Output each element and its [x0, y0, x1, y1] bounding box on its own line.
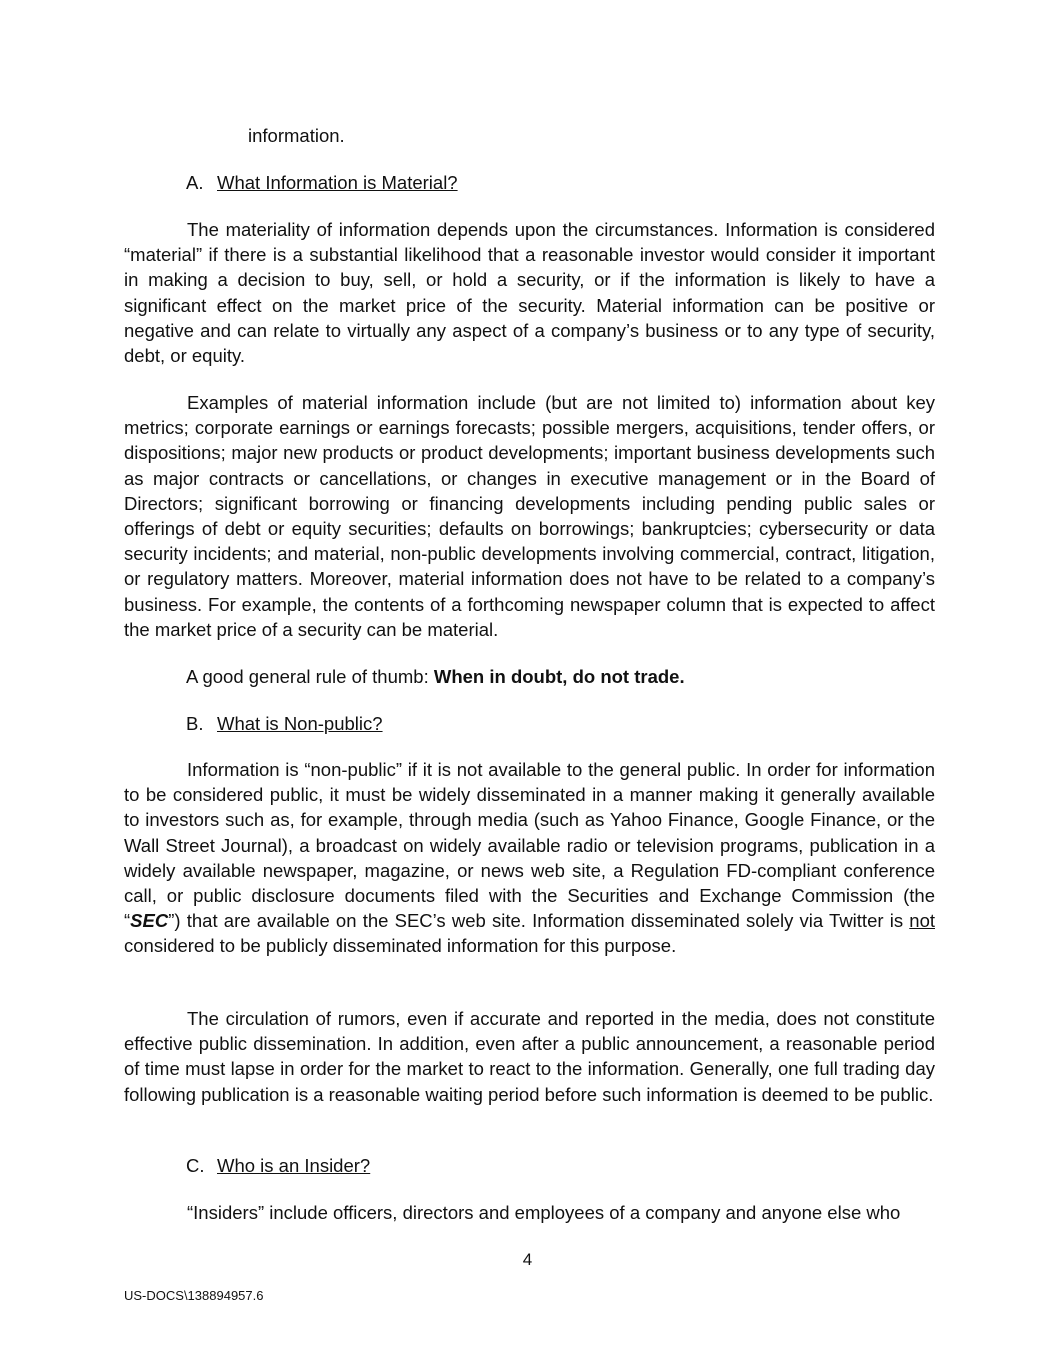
section-b-letter: B. [186, 713, 204, 734]
section-b-p1-part1: Information is “non-public” if it is not available to the general public. In order for information to be considered public, it must be widely disseminated in a manner making it generally available to investors such as, for example, through media (such as Yahoo Finance, Google Finance, or the Wall Street Journal), a broadcast on widely available radio or television programs, publication in a widely available newspaper, magazine, or news web site, a Regulation FD-compliant conference call, or public disclosure documents filed with the Securities and Exchange Commission (the “ [124, 759, 935, 932]
section-b-paragraph-2: The circulation of rumors, even if accurate and reported in the media, does not constitute effective public dissemination. In addition, even after a public announcement, a reasonable period of time must lapse in order for the market to react to the information. Generally, one full trading day following publication is a reasonable waiting period before such information is deemed to be public. [124, 1008, 935, 1105]
section-c-title: Who is an Insider? [217, 1155, 371, 1176]
section-b-title: What is Non-public? [217, 713, 383, 734]
section-c-paragraph-1: “Insiders” include officers, directors and employees of a company and anyone else who [187, 1202, 901, 1223]
rule-of-thumb [186, 664, 685, 689]
section-a-letter: A. [186, 172, 204, 193]
rule-prefix: A good general rule of thumb: [186, 666, 434, 687]
section-b-p1-part3: considered to be publicly disseminated information for this purpose. [124, 935, 677, 957]
section-a-title: What Information is Material? [217, 172, 458, 193]
rule-bold: When in doubt, do not trade. [433, 666, 685, 687]
not-emphasis: not [909, 910, 935, 932]
section-b-p1-part2: ”) that are available on the SEC’s web site. Information disseminated solely via Twitter is [168, 910, 910, 932]
section-b-paragraph-1 [124, 757, 935, 959]
page-number: 4 [522, 1250, 533, 1269]
section-c-letter: C. [186, 1155, 205, 1176]
document-id: US-DOCS\138894957.6 [124, 1288, 264, 1303]
section-a-heading [186, 170, 458, 195]
section-a-paragraph-2: Examples of material information include (but are not limited to) information about key metrics; corporate earnings or earnings forecasts; possible mergers, acquisitions, tender offers, or dispositions; major new products or product developments; important business developments such as major contracts or cancellations, or changes in executive management or in the Board of Directors; significant borrowing or financing developments including pending public sales or offerings of debt or equity securities; defaults on borrowings; bankruptcies; cybersecurity or data security incidents; and material, non-public developments involving commercial, contract, litigation, or regulatory matters. Moreover, material information does not have to be related to a company’s business. For example, the contents of a forthcoming newspaper column that is expected to affect the market price of a security can be material. [124, 392, 935, 640]
section-c-heading [186, 1153, 370, 1178]
intro-text: information. [248, 125, 345, 146]
sec-defined-term: SEC [130, 910, 169, 932]
section-b-heading [186, 711, 383, 736]
section-a-paragraph-1: The materiality of information depends upon the circumstances. Information is considered “material” if there is a substantial likelihood that a reasonable investor would consider it important in making a decision to buy, sell, or hold a security, or if the information is likely to have a significant effect on the market price of the security. Material information can be positive or negative and can relate to virtually any aspect of a company’s business or to any type of security, debt, or equity. [124, 219, 935, 367]
